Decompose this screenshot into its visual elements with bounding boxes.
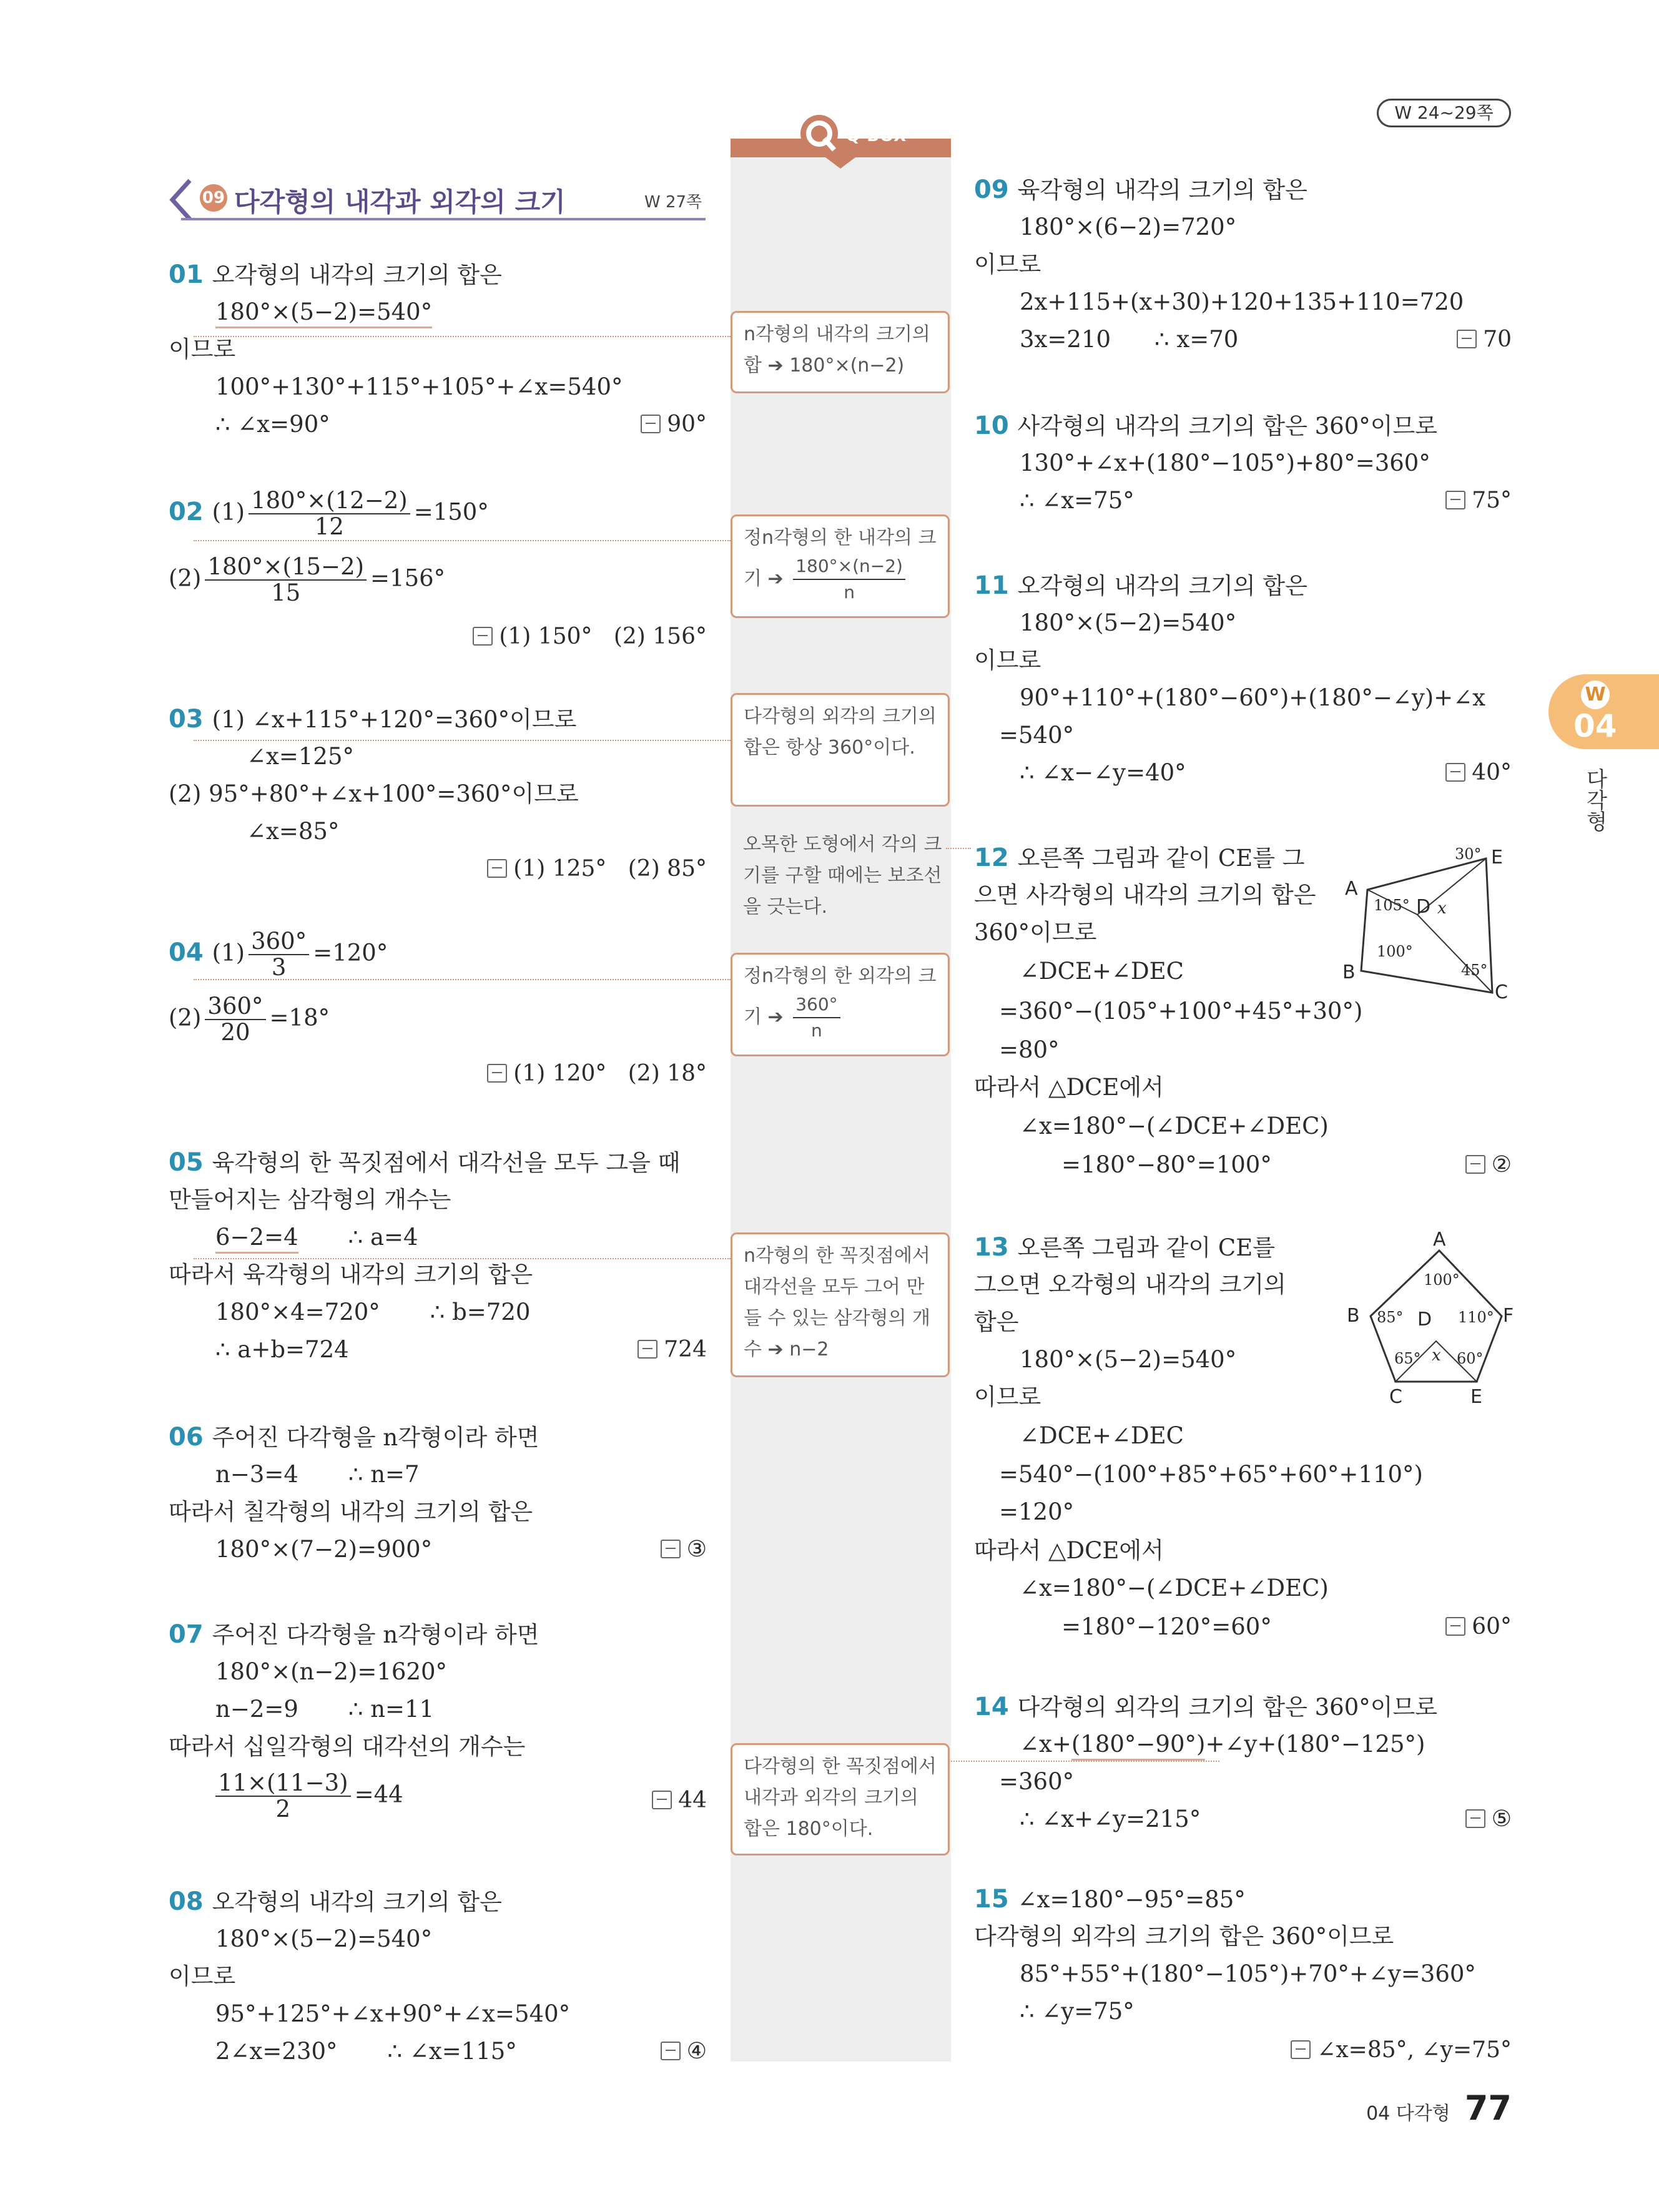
problem-12-line-8: ∠x=180°−(∠DCE+∠DEC) <box>1020 1113 1329 1139</box>
problem-10-line-3: ∴ ∠x=75° <box>1020 487 1135 514</box>
chapter-badge-number: 04 <box>1573 708 1617 744</box>
problem-15-line-4: ∴ ∠y=75° <box>1020 1998 1135 2025</box>
problem-11-line-5: =540° <box>999 722 1075 749</box>
note-2: 정n각형의 한 내각의 크기 ➔ $\frac{180^\circ\times(n-2)}{n}$ <box>731 514 950 618</box>
problem-04-answer: (1) 120° (2) 18° <box>487 1060 707 1088</box>
problem-10-answer: 75° <box>1445 487 1512 514</box>
problem-13-line-11: =180°−120°=60° <box>1061 1613 1272 1640</box>
problem-08-line-1: 08 오각형의 내각의 크기의 합은 <box>169 1887 502 1916</box>
problem-09-line-1: 09 육각형의 내각의 크기의 합은 <box>974 175 1307 204</box>
problem-06-answer: ③ <box>661 1536 707 1563</box>
note-7: 다각형의 한 꼭짓점에서 내각과 외각의 크기의 합은 180°이다. <box>731 1743 950 1856</box>
problem-12-line-5: =360°−(105°+100°+45°+30°) <box>999 998 1363 1025</box>
problem-05-line-1: 05 육각형의 한 꼭짓점에서 대각선을 모두 그을 때 <box>169 1148 681 1177</box>
problem-14-line-3: =360° <box>999 1768 1075 1795</box>
note-4-connector <box>946 848 971 849</box>
problem-12-line-3: 360°이므로 <box>974 919 1097 946</box>
problem-12-line-2: 으면 사각형의 내각의 크기의 합은 <box>974 882 1316 908</box>
problem-12-answer: ② <box>1465 1151 1512 1179</box>
qbox-header <box>731 112 951 162</box>
problem-01-line-5: ∴ ∠x=90° <box>215 411 330 438</box>
problem-13-answer: 60° <box>1445 1613 1512 1641</box>
problem-08-line-4: 95°+125°+∠x+90°+∠x=540° <box>215 2000 571 2027</box>
problem-05-answer: 724 <box>638 1336 707 1364</box>
answer-icon <box>473 627 493 646</box>
problem-07-line-4: 따라서 십일각형의 대각선의 개수는 <box>169 1733 526 1760</box>
problem-02-answer: (1) 150° (2) 156° <box>473 623 707 651</box>
section-underline <box>181 218 706 220</box>
problem-02-line-1: 02 (1) $\frac{180^\circ\times(12-2)}{12}$ =150° <box>169 487 489 540</box>
problem-04-line-2: (2) $\frac{360^\circ}{20}$ =18° <box>169 993 330 1046</box>
problem-05-line-2: 만들어지는 삼각형의 개수는 <box>169 1186 451 1213</box>
problem-13-line-6: ∠DCE+∠DEC <box>1020 1422 1184 1449</box>
problem-13-line-8: =120° <box>999 1498 1075 1525</box>
problem-05-line-5: 180°×4=720° ∴ b=720 <box>215 1299 531 1325</box>
problem-03-answer: (1) 125° (2) 85° <box>487 855 707 883</box>
chapter-side-tab <box>1548 674 1659 749</box>
note-2-connector <box>194 540 731 541</box>
problem-13-line-4: 180°×(5−2)=540° <box>1020 1346 1237 1373</box>
problem-08-line-5: 2∠x=230° ∴ ∠x=115° <box>215 2038 517 2065</box>
answer-icon <box>1465 1155 1485 1174</box>
problem-08-answer: ④ <box>661 2038 707 2065</box>
problem-09-line-4: 2x+115+(x+30)+120+135+110=720 <box>1020 288 1464 315</box>
footer-chapter: 04 다각형 <box>1366 2103 1450 2125</box>
chapter-side-label: 다각형 <box>1582 768 1607 832</box>
problem-06-line-4: 180°×(7−2)=900° <box>215 1536 433 1563</box>
answer-icon <box>652 1791 672 1809</box>
problem-11-answer: 40° <box>1445 759 1512 787</box>
problem-01-line-1: 01 오각형의 내각의 크기의 합은 <box>169 260 502 289</box>
answer-icon <box>1445 1617 1465 1636</box>
problem-11-line-6: ∴ ∠x−∠y=40° <box>1020 759 1186 786</box>
problem-09-line-2: 180°×(6−2)=720° <box>1020 214 1237 240</box>
problem-13-line-7: =540°−(100°+85°+65°+60°+110°) <box>999 1461 1423 1488</box>
answer-icon <box>638 1340 657 1359</box>
answer-icon <box>1457 330 1477 348</box>
note-5: 정n각형의 한 외각의 크기 ➔ $\frac{360^\circ}{n}$ <box>731 953 950 1056</box>
problem-12-line-6: =80° <box>999 1036 1060 1063</box>
section-title: 다각형의 내각과 외각의 크기 <box>234 187 566 217</box>
problem-02-line-2: (2) $\frac{180^\circ\times(15-2)}{15}$ =156° <box>169 553 446 606</box>
note-7-connector <box>951 1761 1219 1762</box>
problem-12-line-7: 따라서 △DCE에서 <box>974 1074 1164 1101</box>
problem-12-line-1: 12 오른쪽 그림과 같이 CE를 그 <box>974 843 1305 872</box>
note-1-connector <box>194 336 731 337</box>
problem-12-line-4: ∠DCE+∠DEC <box>1020 958 1184 985</box>
problem-08-line-2: 180°×(5−2)=540° <box>215 1925 433 1952</box>
page-ref-badge: W 24~29쪽 <box>1377 99 1511 127</box>
section-number-badge: 09 <box>200 184 227 212</box>
problem-11-line-2: 180°×(5−2)=540° <box>1020 609 1237 636</box>
chapter-badge-letter: W <box>1581 681 1610 709</box>
note-6-connector <box>194 1258 731 1259</box>
problem-11-line-4: 90°+110°+(180°−60°)+(180°−∠y)+∠x <box>1020 684 1486 711</box>
qbox-header-shape <box>731 112 951 169</box>
problem-15-line-1: 15 ∠x=180°−95°=85° <box>974 1885 1246 1914</box>
problem-05-line-6: ∴ a+b=724 <box>215 1336 349 1363</box>
problem-13-line-2: 그으면 오각형의 내각의 크기의 <box>974 1271 1286 1298</box>
note-1: n각형의 내각의 크기의 합 ➔ 180°×(n−2) <box>731 311 950 393</box>
problem-06-line-2: n−3=4 ∴ n=7 <box>215 1461 420 1488</box>
problem-06-line-1: 06 주어진 다각형을 n각형이라 하면 <box>169 1423 539 1452</box>
problem-10-line-1: 10 사각형의 내각의 크기의 합은 360°이므로 <box>974 411 1437 440</box>
problem-13-line-1: 13 오른쪽 그림과 같이 CE를 <box>974 1233 1275 1262</box>
answer-icon <box>1445 491 1465 509</box>
problem-14-line-2: ∠x+(180°−90°)+∠y+(180°−125°) <box>1020 1731 1425 1758</box>
problem-09-line-5: 3x=210 ∴ x=70 <box>1020 326 1239 353</box>
problem-01-answer: 90° <box>641 411 707 438</box>
problem-13-line-3: 합은 <box>974 1309 1019 1335</box>
qbox-label: Q BOX <box>846 127 907 145</box>
section-ref: W 27쪽 <box>644 193 702 212</box>
page-number: 77 <box>1464 2088 1512 2128</box>
note-6: n각형의 한 꼭짓점에서 대각선을 모두 그어 만들 수 있는 삼각형의 개수 ➔ n−2 <box>731 1232 950 1377</box>
section-title-bar <box>169 178 707 222</box>
problem-15-line-2: 다각형의 외각의 크기의 합은 360°이므로 <box>974 1923 1394 1950</box>
problem-08-line-3: 이므로 <box>169 1963 236 1990</box>
figure-13: A B C D E F 100° 85° 110° 65° 60° x <box>1321 1229 1520 1416</box>
problem-07-line-3: n−2=9 ∴ n=11 <box>215 1696 435 1723</box>
problem-13-line-5: 이므로 <box>974 1384 1041 1410</box>
chevron-left-icon <box>169 178 194 222</box>
problem-11-line-3: 이므로 <box>974 647 1041 674</box>
problem-11-line-1: 11 오각형의 내각의 크기의 합은 <box>974 571 1307 600</box>
answer-icon <box>487 859 507 878</box>
problem-12-line-9: =180°−80°=100° <box>1061 1151 1272 1178</box>
answer-icon <box>661 1540 681 1558</box>
note-4: 오목한 도형에서 각의 크기를 구할 때에는 보조선을 긋는다. <box>743 833 942 918</box>
note-3: 다각형의 외각의 크기의 합은 항상 360°이다. <box>731 693 950 807</box>
problem-15-answer: ∠x=85°, ∠y=75° <box>1291 2037 1512 2064</box>
problem-01-line-3: 이므로 <box>169 336 236 363</box>
problem-13-line-9: 따라서 △DCE에서 <box>974 1537 1164 1564</box>
problem-14-line-1: 14 다각형의 외각의 크기의 합은 360°이므로 <box>974 1693 1437 1721</box>
answer-icon <box>1291 2040 1311 2059</box>
answer-icon <box>641 415 661 433</box>
problem-14-line-4: ∴ ∠x+∠y=215° <box>1020 1806 1201 1832</box>
note-3-connector <box>194 740 731 741</box>
problem-05-line-4: 따라서 육각형의 내각의 크기의 합은 <box>169 1261 533 1288</box>
problem-03-line-2: ∠x=125° <box>247 743 354 770</box>
problem-09-answer: 70 <box>1457 326 1512 353</box>
answer-icon <box>661 2042 681 2060</box>
problem-07-line-5: $\frac{11\times(11-3)}{2}$ =44 <box>215 1771 403 1822</box>
problem-03-line-4: ∠x=85° <box>247 818 340 845</box>
problem-01-line-4: 100°+130°+115°+105°+∠x=540° <box>215 373 623 400</box>
problem-03-line-3: (2) 95°+80°+∠x+100°=360°이므로 <box>169 780 579 807</box>
problem-03-line-1: 03 (1) ∠x+115°+120°=360°이므로 <box>169 705 577 734</box>
problem-13-line-10: ∠x=180°−(∠DCE+∠DEC) <box>1020 1575 1329 1601</box>
problem-07-line-1: 07 주어진 다각형을 n각형이라 하면 <box>169 1620 539 1649</box>
problem-04-line-1: 04 (1) $\frac{360^\circ}{3}$ =120° <box>169 928 388 981</box>
answer-icon <box>1465 1809 1485 1828</box>
figure-12: A B C D E 105° 100° 45° 30° x <box>1342 837 1517 999</box>
answer-icon <box>1445 763 1465 782</box>
problem-10-line-2: 130°+∠x+(180°−105°)+80°=360° <box>1020 450 1430 476</box>
problem-01-line-2: 180°×(5−2)=540° <box>215 298 432 326</box>
problem-14-answer: ⑤ <box>1465 1806 1512 1833</box>
problem-09-line-3: 이므로 <box>974 251 1041 278</box>
problem-15-line-3: 85°+55°+(180°−105°)+70°+∠y=360° <box>1020 1960 1476 1987</box>
problem-06-line-3: 따라서 칠각형의 내각의 크기의 합은 <box>169 1498 533 1525</box>
problem-07-answer: 44 <box>652 1787 707 1814</box>
problem-05-line-3: 6−2=4 ∴ a=4 <box>215 1224 418 1251</box>
problem-07-line-2: 180°×(n−2)=1620° <box>215 1658 448 1685</box>
footer <box>1366 2088 1512 2128</box>
answer-icon <box>487 1064 507 1083</box>
